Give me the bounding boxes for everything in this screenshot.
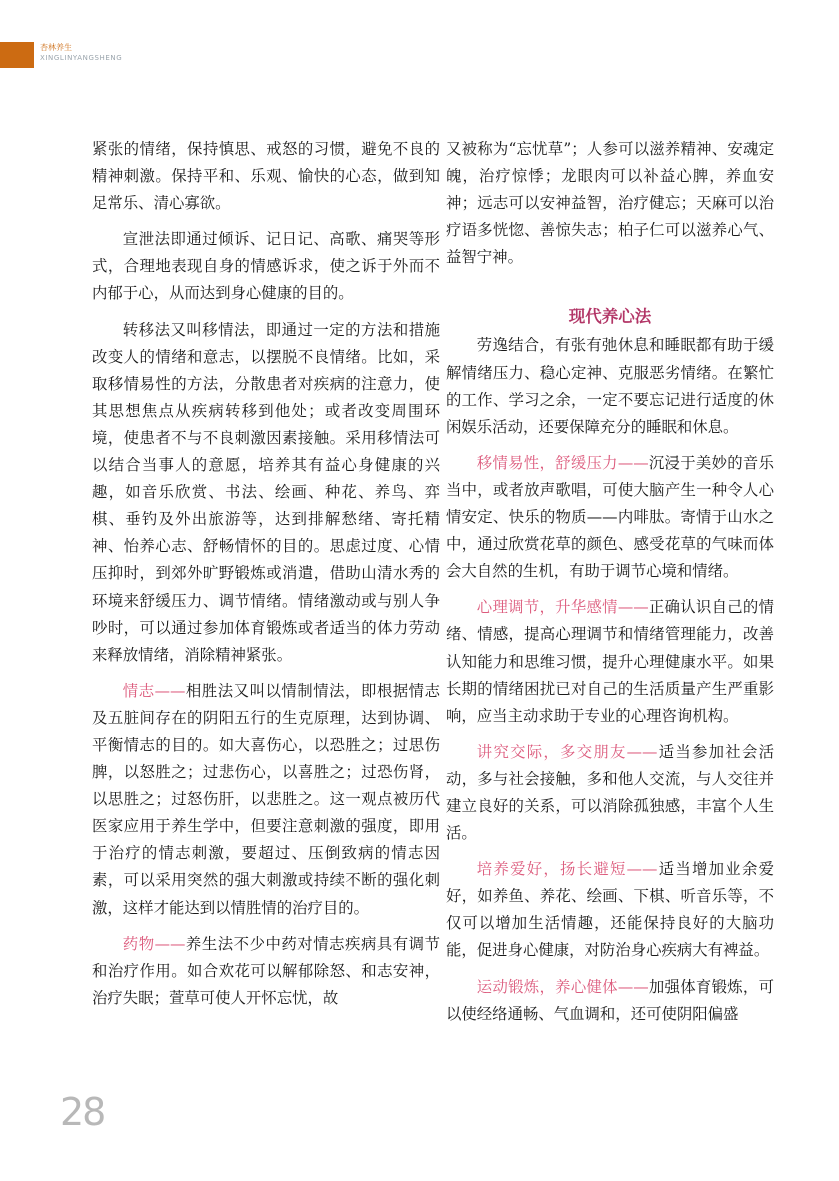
highlight-term: 讲究交际，多交朋友—— bbox=[476, 742, 658, 761]
section-color-tab bbox=[0, 42, 34, 68]
section-header bbox=[40, 43, 122, 64]
highlight-term: 情志—— bbox=[122, 681, 186, 700]
left-paragraph-5 bbox=[92, 931, 440, 1012]
right-column bbox=[446, 136, 774, 1037]
highlight-term: 药物—— bbox=[122, 934, 186, 953]
paragraph-text: 养生法不少中药对情志疾病具有调节和治疗作用。如合欢花可以解郁除怒、和志安神，治疗失眠；萱草可使人开怀忘忧，故 bbox=[92, 934, 440, 1007]
section-title-cn: 杏林养生 bbox=[40, 43, 72, 52]
paragraph-text: 沉浸于美妙的音乐当中，或者放声歌唱，可使大脑产生一种令人心情安定、快乐的物质——内啡肽。寄情于山水之中，通过欣赏花草的颜色、感受花草的气味而体会大自然的生机，有助于调节心境和情绪。 bbox=[446, 453, 774, 581]
section-title-en: XINGLINYANGSHENG bbox=[40, 54, 123, 62]
right-paragraph-3 bbox=[446, 450, 774, 585]
right-paragraph-1: 又被称为“忘忧草”；人参可以滋养精神、安魂定魄，治疗惊悸；龙眼肉可以补益心脾，养血安神；远志可以安神益智，治疗健忘；天麻可以治疗语多恍惚、善惊失志；柏子仁可以滋养心气、益智宁神。 bbox=[446, 140, 774, 267]
left-paragraph-2: 宣泄法即通过倾诉、记日记、高歌、痛哭等形式，合理地表现自身的情感诉求，使之诉于外而不内郁于心，从而达到身心健康的目的。 bbox=[92, 230, 440, 303]
right-paragraph-7 bbox=[446, 974, 774, 1028]
paragraph-text: 加强体育锻炼，可以使经络通畅、气血调和，还可使阴阳偏盛 bbox=[446, 977, 774, 1023]
right-paragraph-5 bbox=[446, 739, 774, 847]
left-column bbox=[92, 136, 440, 1021]
right-paragraph-2: 劳逸结合，有张有弛休息和睡眠都有助于缓解情绪压力、稳心定神、克服恶劣情绪。在繁忙的工作、学习之余，一定不要忘记进行适度的休闲娱乐活动，还要保障充分的睡眠和休息。 bbox=[446, 336, 774, 436]
section-heading: 现代养心法 bbox=[568, 307, 652, 327]
right-paragraph-6 bbox=[446, 856, 774, 964]
highlight-term: 心理调节，升华感情—— bbox=[476, 598, 649, 617]
left-paragraph-4 bbox=[92, 678, 440, 922]
paragraph-text: 适当增加业余爱好，如养鱼、养花、绘画、下棋、听音乐等，不仅可以增加生活情趣，还能保持良好的大脑功能，促进身心健康，对防治身心疾病大有裨益。 bbox=[446, 860, 774, 960]
highlight-term: 培养爱好，扬长避短—— bbox=[476, 860, 658, 879]
right-paragraph-4 bbox=[446, 594, 774, 729]
paragraph-text: 适当参加社会活动，多与社会接触，多和他人交流，与人交往并建立良好的关系，可以消除孤独感，丰富个人生活。 bbox=[446, 742, 774, 843]
highlight-term: 运动锻炼，养心健体—— bbox=[476, 977, 649, 996]
highlight-term: 移情易性，舒缓压力—— bbox=[476, 453, 649, 472]
page-number: 28 bbox=[60, 1090, 105, 1134]
paragraph-text: 正确认识自己的情绪、情感，提高心理调节和情绪管理能力，改善认知能力和思维习惯，提升心理健康水平。如果长期的情绪困扰已对自己的生活质量产生严重影响，应当主动求助于专业的心理咨询机构。 bbox=[446, 598, 774, 725]
left-paragraph-1: 紧张的情绪，保持慎思、戒怒的习惯，避免不良的精神刺激。保持平和、乐观、愉快的心态，做到知足常乐、清心寡欲。 bbox=[92, 140, 440, 213]
paragraph-text: 相胜法又叫以情制情法，即根据情志及五脏间存在的阴阳五行的生克原理，达到协调、平衡情志的目的。如大喜伤心，以恐胜之；过思伤脾，以怒胜之；过悲伤心，以喜胜之；过恐伤肾，以思胜之；过怒伤肝，以悲胜之。这一观点被历代医家应用于养生学中，但要注意刺激的强度，即用于治疗的情志刺激，要超过、压倒致病的情志因素，可以采用突然的强大刺激或持续不断的强化刺激，这样才能达到以情胜情的治疗目的。 bbox=[92, 681, 440, 917]
left-paragraph-3: 转移法又叫移情法，即通过一定的方法和措施改变人的情绪和意志，以摆脱不良情绪。比如，采取移情易性的方法，分散患者对疾病的注意力，使其思想焦点从疾病转移到他处；或者改变周围环境，使患者不与不良刺激因素接触。采用移情法可以结合当事人的意愿，培养其有益心身健康的兴趣，如音乐欣赏、书法、绘画、种花、养鸟、弈棋、垂钓及外出旅游等，达到排解愁绪、寄托精神、怡养心志、舒畅情怀的目的。思虑过度、心情压抑时，到郊外旷野锻炼或消遣，借助山清水秀的环境来舒缓压力、调节情绪。情绪激动或与别人争吵时，可以通过参加体育锻炼或者适当的体力劳动来释放情绪，消除精神紧张。 bbox=[92, 320, 440, 664]
